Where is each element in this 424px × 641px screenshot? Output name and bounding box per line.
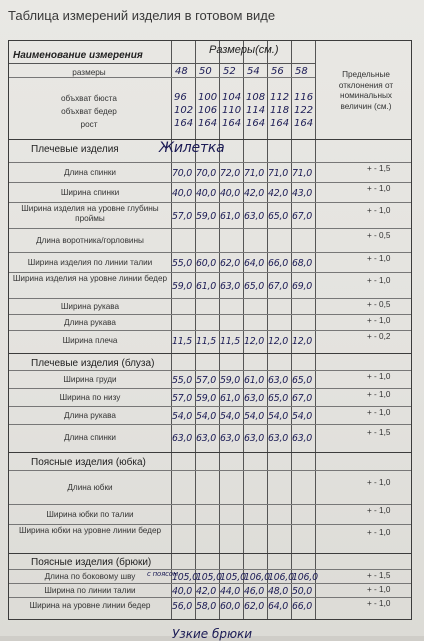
measurement-value-cell: 68,0 [292,258,313,269]
measurement-value-cell: 65,0 [268,393,289,404]
measurement-value-cell: 106,0 [292,572,318,583]
base-value-cell: 114 [246,105,266,116]
measurement-value-cell: 55,0 [172,375,193,386]
measurement-value-cell: 64,0 [244,258,265,269]
measurement-name: Длина юбки [67,483,113,492]
row-divider [9,470,411,471]
row-divider [9,63,315,64]
tolerance-header [325,70,407,112]
measurement-value-cell: 56,0 [172,601,193,612]
row-divider [9,597,411,598]
measurement-value-cell: 72,0 [220,168,241,179]
tolerance-header-line: величин (см.) [340,101,392,111]
measurement-value-cell: 59,0 [220,375,241,386]
measurement-name-header: Наименование измерения [13,50,143,61]
tolerance-header-line: отклонения от [338,80,394,90]
base-value-cell: 164 [294,118,314,129]
measurement-value-cell: 67,0 [292,211,313,222]
measurement-name: Ширина изделия на уровне глубины проймы [21,204,159,223]
row-divider [9,272,411,273]
measurement-value-cell: 40,0 [196,188,217,199]
size-52: 52 [223,66,236,77]
tolerance-value: + - 1,0 [367,599,391,608]
measurement-value-cell: 67,0 [268,281,289,292]
measurement-value-cell: 63,0 [268,433,289,444]
measurement-value-cell: 63,0 [220,281,241,292]
size-54: 54 [247,66,260,77]
measurement-value-cell: 61,0 [220,211,241,222]
measurement-name: Длина воротника/горловины [36,236,144,245]
measurement-value-cell: 60,0 [196,258,217,269]
measurement-name: Ширина рукава [60,302,120,311]
measurement-value-cell: 105,0 [172,572,198,583]
measurement-value-cell: 105,0 [220,572,246,583]
base-value-cell: 164 [174,118,194,129]
measurement-value-cell: 106,0 [268,572,294,583]
base-value-cell: 116 [294,92,314,103]
measurement-name: Ширина по низу [59,393,121,402]
measurement-value-cell: 12,0 [268,336,289,347]
section-title: Плечевые изделия (блуза) [31,358,155,369]
measurement-value-cell: 59,0 [172,281,193,292]
measurement-value-cell: 55,0 [172,258,193,269]
tolerance-value: + - 1,5 [367,164,391,173]
measurement-value-cell: 63,0 [196,433,217,444]
measurement-value-cell: 40,0 [172,586,193,597]
measurement-value-cell: 65,0 [244,281,265,292]
measurement-value-cell: 44,0 [220,586,241,597]
row-divider [9,406,411,407]
measurement-value-cell: 105,0 [196,572,222,583]
measurement-value-cell: 63,0 [244,393,265,404]
measurement-value-cell: 48,0 [268,586,289,597]
tolerance-value: + - 0,5 [367,300,391,309]
measurement-value-cell: 71,0 [268,168,289,179]
tolerance-value: + - 1,0 [367,372,391,381]
measurement-value-cell: 54,0 [172,411,193,422]
tolerance-value: + - 1,0 [367,478,391,487]
measurement-value-cell: 42,0 [196,586,217,597]
base-value-cell: 110 [222,105,242,116]
base-value-cell: 164 [270,118,290,129]
measurement-value-cell: 63,0 [292,433,313,444]
measurement-name: Длина по боковому шву [44,572,136,581]
tolerance-value: + - 1,0 [367,506,391,515]
measurement-value-cell: 70,0 [196,168,217,179]
base-value-cell: 100 [198,92,218,103]
measurement-value-cell: 61,0 [220,393,241,404]
section-title: Поясные изделия (юбка) [31,457,146,468]
tolerance-value: + - 1,0 [367,585,391,594]
measurement-value-cell: 66,0 [268,258,289,269]
measurement-value-cell: 58,0 [196,601,217,612]
row-divider [9,298,411,299]
measurement-name: Длина рукава [64,411,116,420]
measurement-value-cell: 63,0 [244,433,265,444]
measurement-value-cell: 71,0 [292,168,313,179]
row-divider [9,202,411,203]
base-value-cell: 102 [174,105,194,116]
measurement-value-cell: 57,0 [172,211,193,222]
tolerance-value: + - 1,0 [367,528,391,537]
measurement-table [8,40,412,620]
row-divider [9,162,411,163]
row-divider [9,370,411,371]
base-value-cell: 164 [222,118,242,129]
base-value-cell: 164 [198,118,218,129]
measurement-name: Длина спинки [63,168,117,177]
measurement-value-cell: 62,0 [244,601,265,612]
sizes-header: Размеры(см.) [209,44,279,56]
tolerance-value: + - 1,0 [367,316,391,325]
tolerance-value: + - 1,0 [367,276,391,285]
measurement-name: Длина спинки [63,433,117,442]
row-divider [9,252,411,253]
measurement-value-cell: 12,0 [244,336,265,347]
tolerance-header-line: Предельные [342,70,390,79]
tolerance-value: + - 0,2 [367,332,391,341]
measurement-value-cell: 66,0 [292,601,313,612]
measurement-value-cell: 63,0 [172,433,193,444]
base-value-cell: 108 [246,92,266,103]
row-divider [9,388,411,389]
measurement-value-cell: 67,0 [292,393,313,404]
base-value-cell: 112 [270,92,290,103]
measurement-value-cell: 65,0 [268,211,289,222]
base-value-cell: 106 [198,105,218,116]
tolerance-value: + - 1,0 [367,254,391,263]
measurement-value-cell: 42,0 [268,188,289,199]
measurement-name: Ширина изделия по линии талии [27,258,153,267]
base-label: объхват бюста [61,94,117,103]
base-value-cell: 122 [294,105,314,116]
measurement-value-cell: 65,0 [292,375,313,386]
footer-handwritten-note: Узкие брюки [172,627,253,641]
tolerance-value: + - 1,0 [367,206,391,215]
measurement-value-cell: 54,0 [220,411,241,422]
row-divider [9,524,411,525]
base-label: рост [80,120,98,129]
row-divider [9,583,411,584]
row-divider [9,504,411,505]
measurement-value-cell: 11,5 [172,336,193,347]
tolerance-value: + - 1,0 [367,408,391,417]
tolerance-value: + - 1,5 [367,571,391,580]
row-divider [9,182,411,183]
measurement-value-cell: 69,0 [292,281,313,292]
size-50: 50 [199,66,212,77]
base-value-cell: 96 [174,92,187,103]
size-56: 56 [271,66,284,77]
measurement-value-cell: 54,0 [292,411,313,422]
measurement-name: Ширина на уровне линии бедер [29,601,151,610]
measurement-value-cell: 50,0 [292,586,313,597]
section-divider [9,553,411,554]
measurement-name: Длина рукава [64,318,116,327]
base-value-cell: 118 [270,105,290,116]
measurement-value-cell: 63,0 [220,433,241,444]
measurement-value-cell: 63,0 [268,375,289,386]
measurement-value-cell: 43,0 [292,188,313,199]
measurement-value-cell: 63,0 [244,211,265,222]
measurement-value-cell: 40,0 [172,188,193,199]
tolerance-value: + - 1,0 [367,390,391,399]
measurement-value-cell: 11,5 [220,336,241,347]
row-divider [9,77,315,78]
document-title: Таблица измерений изделия в готовом виде [8,8,276,23]
measurement-value-cell: 54,0 [244,411,265,422]
measurement-value-cell: 57,0 [196,375,217,386]
measurement-value-cell: 61,0 [244,375,265,386]
measurement-value-cell: 60,0 [220,601,241,612]
section-divider [9,452,411,453]
section-handwritten-note: Жилетка [159,140,225,156]
measurement-name: Ширина по линии талии [44,586,136,595]
measurement-value-cell: 70,0 [172,168,193,179]
sizes-row-label: размеры [72,68,106,77]
tolerance-header-line: номинальных [340,91,392,100]
base-value-cell: 164 [246,118,266,129]
measurement-value-cell: 46,0 [244,586,265,597]
measurement-value-cell: 62,0 [220,258,241,269]
base-value-cell: 104 [222,92,242,103]
measurement-name: Ширина юбки на уровне линии бедер [18,526,162,535]
measurement-value-cell: 11,5 [196,336,217,347]
measurement-value-cell: 59,0 [196,393,217,404]
measurement-value-cell: 57,0 [172,393,193,404]
row-divider [9,569,411,570]
measurement-value-cell: 54,0 [268,411,289,422]
measurement-handwritten-note: с поясом [147,570,178,578]
row-divider [9,228,411,229]
measurement-value-cell: 42,0 [244,188,265,199]
row-divider [9,314,411,315]
measurement-value-cell: 54,0 [196,411,217,422]
tolerance-value: + - 1,0 [367,184,391,193]
row-divider [9,330,411,331]
size-48: 48 [175,66,188,77]
measurement-name: Ширина спинки [60,188,120,197]
row-divider [9,424,411,425]
measurement-value-cell: 71,0 [244,168,265,179]
base-label: объхват бедер [61,107,117,116]
section-title: Плечевые изделия [31,144,119,155]
measurement-value-cell: 12,0 [292,336,313,347]
tolerance-value: + - 0,5 [367,231,391,240]
measurement-name: Ширина груди [63,375,117,384]
measurement-value-cell: 59,0 [196,211,217,222]
measurement-value-cell: 106,0 [244,572,270,583]
size-58: 58 [295,66,308,77]
measurement-name: Ширина изделия на уровне линии бедер [12,274,168,283]
measurement-value-cell: 61,0 [196,281,217,292]
measurement-value-cell: 40,0 [220,188,241,199]
measurement-name: Ширина плеча [62,336,118,345]
section-divider [9,353,411,354]
measurement-value-cell: 64,0 [268,601,289,612]
tolerance-value: + - 1,5 [367,428,391,437]
measurement-name: Ширина юбки по талии [46,510,134,519]
section-title: Поясные изделия (брюки) [31,557,152,568]
